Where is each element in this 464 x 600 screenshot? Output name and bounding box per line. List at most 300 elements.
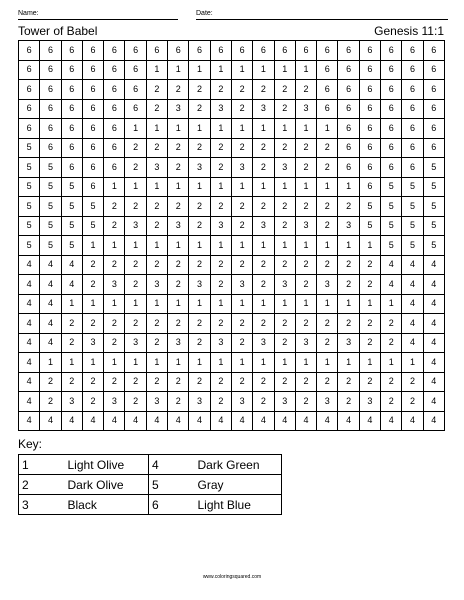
grid-cell[interactable]: 2 — [359, 333, 380, 353]
grid-cell[interactable]: 3 — [359, 392, 380, 412]
grid-cell[interactable]: 2 — [125, 372, 146, 392]
grid-cell[interactable]: 6 — [359, 41, 380, 61]
grid-cell[interactable]: 5 — [19, 197, 40, 217]
grid-cell[interactable]: 2 — [146, 372, 167, 392]
grid-cell[interactable]: 4 — [402, 275, 423, 295]
grid-cell[interactable]: 3 — [295, 216, 316, 236]
grid-cell[interactable]: 2 — [274, 372, 295, 392]
grid-cell[interactable]: 2 — [359, 255, 380, 275]
grid-cell[interactable]: 2 — [125, 197, 146, 217]
grid-cell[interactable]: 1 — [40, 353, 61, 373]
grid-cell[interactable]: 1 — [104, 294, 125, 314]
grid-cell[interactable]: 6 — [359, 80, 380, 100]
grid-cell[interactable]: 6 — [402, 41, 423, 61]
grid-cell[interactable]: 6 — [40, 99, 61, 119]
grid-cell[interactable]: 6 — [125, 80, 146, 100]
grid-cell[interactable]: 1 — [146, 294, 167, 314]
grid-cell[interactable]: 6 — [104, 60, 125, 80]
grid-cell[interactable]: 6 — [104, 138, 125, 158]
grid-cell[interactable]: 3 — [295, 99, 316, 119]
grid-cell[interactable]: 6 — [359, 138, 380, 158]
grid-cell[interactable]: 6 — [423, 119, 444, 139]
grid-cell[interactable]: 3 — [168, 99, 189, 119]
grid-cell[interactable]: 5 — [61, 197, 82, 217]
grid-cell[interactable]: 1 — [125, 119, 146, 139]
grid-cell[interactable]: 6 — [402, 158, 423, 178]
grid-cell[interactable]: 1 — [189, 236, 210, 256]
grid-cell[interactable]: 6 — [19, 60, 40, 80]
grid-cell[interactable]: 2 — [402, 392, 423, 412]
grid-cell[interactable]: 1 — [210, 236, 231, 256]
grid-cell[interactable]: 3 — [168, 333, 189, 353]
grid-cell[interactable]: 1 — [317, 119, 338, 139]
grid-cell[interactable]: 4 — [104, 411, 125, 431]
grid-cell[interactable]: 2 — [104, 372, 125, 392]
grid-cell[interactable]: 6 — [61, 119, 82, 139]
grid-cell[interactable]: 2 — [317, 138, 338, 158]
grid-cell[interactable]: 2 — [317, 333, 338, 353]
grid-cell[interactable]: 1 — [274, 60, 295, 80]
grid-cell[interactable]: 2 — [61, 372, 82, 392]
grid-cell[interactable]: 2 — [189, 197, 210, 217]
grid-cell[interactable]: 2 — [317, 158, 338, 178]
grid-cell[interactable]: 3 — [210, 333, 231, 353]
grid-cell[interactable]: 4 — [381, 255, 402, 275]
grid-cell[interactable]: 2 — [146, 333, 167, 353]
grid-cell[interactable]: 6 — [423, 138, 444, 158]
grid-cell[interactable]: 3 — [189, 158, 210, 178]
grid-cell[interactable]: 5 — [19, 177, 40, 197]
grid-cell[interactable]: 5 — [61, 236, 82, 256]
grid-cell[interactable]: 6 — [317, 41, 338, 61]
grid-cell[interactable]: 5 — [381, 177, 402, 197]
grid-cell[interactable]: 4 — [189, 411, 210, 431]
grid-cell[interactable]: 2 — [146, 314, 167, 334]
grid-cell[interactable]: 3 — [253, 333, 274, 353]
grid-cell[interactable]: 2 — [210, 392, 231, 412]
grid-cell[interactable]: 2 — [104, 216, 125, 236]
grid-cell[interactable]: 3 — [146, 275, 167, 295]
grid-cell[interactable]: 4 — [61, 411, 82, 431]
grid-cell[interactable]: 1 — [168, 60, 189, 80]
grid-cell[interactable]: 3 — [189, 275, 210, 295]
grid-cell[interactable]: 6 — [381, 138, 402, 158]
grid-cell[interactable]: 5 — [19, 158, 40, 178]
grid-cell[interactable]: 1 — [253, 236, 274, 256]
grid-cell[interactable]: 3 — [61, 392, 82, 412]
grid-cell[interactable]: 2 — [82, 372, 103, 392]
grid-cell[interactable]: 3 — [295, 333, 316, 353]
grid-cell[interactable]: 4 — [423, 372, 444, 392]
grid-cell[interactable]: 6 — [125, 99, 146, 119]
grid-cell[interactable]: 6 — [61, 60, 82, 80]
grid-cell[interactable]: 1 — [168, 236, 189, 256]
grid-cell[interactable]: 1 — [231, 353, 252, 373]
grid-cell[interactable]: 2 — [210, 197, 231, 217]
grid-cell[interactable]: 6 — [104, 41, 125, 61]
grid-cell[interactable]: 1 — [210, 60, 231, 80]
name-field[interactable] — [18, 19, 178, 20]
grid-cell[interactable]: 6 — [295, 41, 316, 61]
grid-cell[interactable]: 3 — [125, 216, 146, 236]
grid-cell[interactable]: 1 — [210, 177, 231, 197]
grid-cell[interactable]: 1 — [146, 177, 167, 197]
grid-cell[interactable]: 5 — [40, 216, 61, 236]
grid-cell[interactable]: 2 — [274, 197, 295, 217]
grid-cell[interactable]: 6 — [359, 177, 380, 197]
grid-cell[interactable]: 2 — [168, 372, 189, 392]
grid-cell[interactable]: 5 — [40, 158, 61, 178]
grid-cell[interactable]: 2 — [125, 275, 146, 295]
grid-cell[interactable]: 6 — [381, 41, 402, 61]
grid-cell[interactable]: 6 — [82, 99, 103, 119]
grid-cell[interactable]: 3 — [274, 158, 295, 178]
grid-cell[interactable]: 2 — [274, 80, 295, 100]
grid-cell[interactable]: 4 — [19, 294, 40, 314]
grid-cell[interactable]: 6 — [210, 41, 231, 61]
grid-cell[interactable]: 5 — [423, 216, 444, 236]
grid-cell[interactable]: 5 — [402, 177, 423, 197]
grid-cell[interactable]: 6 — [168, 41, 189, 61]
grid-cell[interactable]: 1 — [317, 294, 338, 314]
grid-cell[interactable]: 2 — [189, 138, 210, 158]
grid-cell[interactable]: 4 — [19, 411, 40, 431]
grid-cell[interactable]: 4 — [210, 411, 231, 431]
grid-cell[interactable]: 2 — [146, 197, 167, 217]
grid-cell[interactable]: 1 — [295, 119, 316, 139]
grid-cell[interactable]: 2 — [231, 333, 252, 353]
grid-cell[interactable]: 6 — [338, 158, 359, 178]
grid-cell[interactable]: 4 — [402, 294, 423, 314]
grid-cell[interactable]: 6 — [82, 60, 103, 80]
grid-cell[interactable]: 4 — [423, 275, 444, 295]
grid-cell[interactable]: 2 — [253, 372, 274, 392]
grid-cell[interactable]: 3 — [317, 275, 338, 295]
grid-cell[interactable]: 1 — [253, 60, 274, 80]
grid-cell[interactable]: 4 — [19, 392, 40, 412]
grid-cell[interactable]: 3 — [317, 392, 338, 412]
grid-cell[interactable]: 6 — [82, 177, 103, 197]
grid-cell[interactable]: 5 — [423, 158, 444, 178]
grid-cell[interactable]: 2 — [381, 333, 402, 353]
grid-cell[interactable]: 5 — [40, 177, 61, 197]
grid-cell[interactable]: 1 — [231, 236, 252, 256]
grid-cell[interactable]: 1 — [295, 236, 316, 256]
grid-cell[interactable]: 6 — [40, 80, 61, 100]
grid-cell[interactable]: 6 — [104, 80, 125, 100]
grid-cell[interactable]: 4 — [423, 314, 444, 334]
grid-cell[interactable]: 1 — [359, 294, 380, 314]
grid-cell[interactable]: 1 — [146, 119, 167, 139]
grid-cell[interactable]: 4 — [40, 314, 61, 334]
grid-cell[interactable]: 2 — [295, 255, 316, 275]
grid-cell[interactable]: 6 — [338, 119, 359, 139]
grid-cell[interactable]: 6 — [125, 60, 146, 80]
grid-cell[interactable]: 1 — [231, 294, 252, 314]
grid-cell[interactable]: 4 — [402, 333, 423, 353]
grid-cell[interactable]: 3 — [231, 158, 252, 178]
grid-cell[interactable]: 5 — [82, 197, 103, 217]
grid-cell[interactable]: 3 — [146, 158, 167, 178]
grid-cell[interactable]: 2 — [274, 255, 295, 275]
grid-cell[interactable]: 2 — [338, 255, 359, 275]
grid-cell[interactable]: 5 — [423, 236, 444, 256]
grid-cell[interactable]: 2 — [231, 216, 252, 236]
grid-cell[interactable]: 5 — [61, 177, 82, 197]
grid-cell[interactable]: 6 — [19, 41, 40, 61]
grid-cell[interactable]: 6 — [61, 138, 82, 158]
grid-cell[interactable]: 1 — [189, 119, 210, 139]
grid-cell[interactable]: 1 — [295, 294, 316, 314]
grid-cell[interactable]: 6 — [402, 138, 423, 158]
grid-cell[interactable]: 4 — [40, 275, 61, 295]
grid-cell[interactable]: 1 — [125, 177, 146, 197]
grid-cell[interactable]: 4 — [61, 275, 82, 295]
grid-cell[interactable]: 1 — [82, 353, 103, 373]
grid-cell[interactable]: 6 — [61, 41, 82, 61]
grid-cell[interactable]: 2 — [125, 138, 146, 158]
grid-cell[interactable]: 4 — [231, 411, 252, 431]
grid-cell[interactable]: 2 — [189, 314, 210, 334]
grid-cell[interactable]: 2 — [168, 138, 189, 158]
grid-cell[interactable]: 2 — [231, 255, 252, 275]
grid-cell[interactable]: 6 — [125, 41, 146, 61]
grid-cell[interactable]: 1 — [168, 353, 189, 373]
grid-cell[interactable]: 1 — [359, 236, 380, 256]
grid-cell[interactable]: 3 — [210, 99, 231, 119]
grid-cell[interactable]: 6 — [338, 99, 359, 119]
grid-cell[interactable]: 2 — [295, 80, 316, 100]
grid-cell[interactable]: 6 — [381, 158, 402, 178]
grid-cell[interactable]: 2 — [295, 275, 316, 295]
grid-cell[interactable]: 2 — [210, 138, 231, 158]
grid-cell[interactable]: 1 — [61, 294, 82, 314]
grid-cell[interactable]: 4 — [82, 411, 103, 431]
grid-cell[interactable]: 2 — [274, 216, 295, 236]
grid-cell[interactable]: 1 — [189, 353, 210, 373]
grid-cell[interactable]: 2 — [146, 216, 167, 236]
grid-cell[interactable]: 6 — [189, 41, 210, 61]
grid-cell[interactable]: 2 — [168, 255, 189, 275]
grid-cell[interactable]: 4 — [295, 411, 316, 431]
grid-cell[interactable]: 2 — [231, 138, 252, 158]
grid-cell[interactable]: 5 — [19, 216, 40, 236]
grid-cell[interactable]: 1 — [61, 353, 82, 373]
grid-cell[interactable]: 2 — [295, 314, 316, 334]
grid-cell[interactable]: 1 — [104, 177, 125, 197]
grid-cell[interactable]: 4 — [381, 275, 402, 295]
grid-cell[interactable]: 4 — [40, 255, 61, 275]
grid-cell[interactable]: 5 — [402, 216, 423, 236]
grid-cell[interactable]: 2 — [146, 80, 167, 100]
grid-cell[interactable]: 2 — [231, 80, 252, 100]
grid-cell[interactable]: 2 — [168, 392, 189, 412]
grid-cell[interactable]: 6 — [82, 158, 103, 178]
grid-cell[interactable]: 3 — [338, 216, 359, 236]
grid-cell[interactable]: 6 — [381, 119, 402, 139]
grid-cell[interactable]: 1 — [317, 177, 338, 197]
grid-cell[interactable]: 4 — [274, 411, 295, 431]
grid-cell[interactable]: 2 — [125, 392, 146, 412]
grid-cell[interactable]: 1 — [274, 294, 295, 314]
grid-cell[interactable]: 4 — [19, 255, 40, 275]
grid-cell[interactable]: 3 — [231, 275, 252, 295]
grid-cell[interactable]: 6 — [381, 99, 402, 119]
grid-cell[interactable]: 2 — [381, 372, 402, 392]
grid-cell[interactable]: 1 — [189, 294, 210, 314]
grid-cell[interactable]: 2 — [231, 99, 252, 119]
grid-cell[interactable]: 2 — [317, 372, 338, 392]
grid-cell[interactable]: 1 — [295, 353, 316, 373]
grid-cell[interactable]: 1 — [231, 119, 252, 139]
grid-cell[interactable]: 1 — [189, 60, 210, 80]
grid-cell[interactable]: 3 — [253, 216, 274, 236]
grid-cell[interactable]: 2 — [210, 372, 231, 392]
grid-cell[interactable]: 6 — [61, 99, 82, 119]
grid-cell[interactable]: 5 — [402, 197, 423, 217]
grid-cell[interactable]: 2 — [338, 197, 359, 217]
grid-cell[interactable]: 2 — [295, 197, 316, 217]
grid-cell[interactable]: 6 — [338, 41, 359, 61]
grid-cell[interactable]: 6 — [381, 80, 402, 100]
grid-cell[interactable]: 1 — [210, 119, 231, 139]
grid-cell[interactable]: 2 — [317, 314, 338, 334]
grid-cell[interactable]: 1 — [253, 119, 274, 139]
grid-cell[interactable]: 4 — [40, 294, 61, 314]
grid-cell[interactable]: 2 — [168, 314, 189, 334]
grid-cell[interactable]: 3 — [338, 333, 359, 353]
grid-cell[interactable]: 2 — [210, 158, 231, 178]
grid-cell[interactable]: 1 — [125, 294, 146, 314]
grid-cell[interactable]: 6 — [338, 60, 359, 80]
grid-cell[interactable]: 6 — [317, 80, 338, 100]
grid-cell[interactable]: 1 — [381, 294, 402, 314]
grid-cell[interactable]: 1 — [125, 353, 146, 373]
grid-cell[interactable]: 2 — [210, 80, 231, 100]
grid-cell[interactable]: 5 — [61, 216, 82, 236]
grid-cell[interactable]: 6 — [82, 80, 103, 100]
grid-cell[interactable]: 2 — [210, 255, 231, 275]
grid-cell[interactable]: 1 — [253, 177, 274, 197]
grid-cell[interactable]: 2 — [295, 372, 316, 392]
grid-cell[interactable]: 3 — [210, 216, 231, 236]
grid-cell[interactable]: 1 — [317, 236, 338, 256]
grid-cell[interactable]: 2 — [338, 314, 359, 334]
grid-cell[interactable]: 3 — [274, 392, 295, 412]
grid-cell[interactable]: 1 — [295, 177, 316, 197]
grid-cell[interactable]: 1 — [253, 294, 274, 314]
grid-cell[interactable]: 6 — [402, 80, 423, 100]
grid-cell[interactable]: 2 — [168, 158, 189, 178]
grid-cell[interactable]: 6 — [40, 41, 61, 61]
grid-cell[interactable]: 1 — [381, 353, 402, 373]
grid-cell[interactable]: 2 — [231, 372, 252, 392]
grid-cell[interactable]: 6 — [40, 138, 61, 158]
grid-cell[interactable]: 2 — [82, 314, 103, 334]
grid-cell[interactable]: 4 — [423, 353, 444, 373]
grid-cell[interactable]: 2 — [253, 80, 274, 100]
grid-cell[interactable]: 4 — [19, 353, 40, 373]
grid-cell[interactable]: 4 — [61, 255, 82, 275]
grid-cell[interactable]: 5 — [19, 138, 40, 158]
grid-cell[interactable]: 1 — [168, 119, 189, 139]
grid-cell[interactable]: 3 — [274, 275, 295, 295]
grid-cell[interactable]: 3 — [253, 99, 274, 119]
grid-cell[interactable]: 2 — [381, 392, 402, 412]
grid-cell[interactable]: 6 — [402, 60, 423, 80]
grid-cell[interactable]: 2 — [146, 99, 167, 119]
grid-cell[interactable]: 2 — [338, 275, 359, 295]
grid-cell[interactable]: 2 — [253, 138, 274, 158]
grid-cell[interactable]: 2 — [189, 255, 210, 275]
grid-cell[interactable]: 2 — [253, 197, 274, 217]
grid-cell[interactable]: 6 — [61, 158, 82, 178]
date-field[interactable] — [196, 19, 448, 20]
grid-cell[interactable]: 5 — [19, 236, 40, 256]
grid-cell[interactable]: 1 — [338, 294, 359, 314]
grid-cell[interactable]: 6 — [61, 80, 82, 100]
grid-cell[interactable]: 3 — [146, 392, 167, 412]
grid-cell[interactable]: 6 — [423, 80, 444, 100]
grid-cell[interactable]: 2 — [338, 392, 359, 412]
grid-cell[interactable]: 2 — [295, 158, 316, 178]
grid-cell[interactable]: 2 — [317, 197, 338, 217]
grid-cell[interactable]: 2 — [104, 197, 125, 217]
grid-cell[interactable]: 4 — [146, 411, 167, 431]
grid-cell[interactable]: 6 — [40, 60, 61, 80]
grid-cell[interactable]: 4 — [423, 411, 444, 431]
grid-cell[interactable]: 3 — [231, 392, 252, 412]
grid-cell[interactable]: 2 — [189, 99, 210, 119]
grid-cell[interactable]: 4 — [402, 255, 423, 275]
grid-cell[interactable]: 6 — [402, 99, 423, 119]
grid-cell[interactable]: 2 — [40, 372, 61, 392]
grid-cell[interactable]: 2 — [231, 314, 252, 334]
grid-cell[interactable]: 2 — [231, 197, 252, 217]
grid-cell[interactable]: 2 — [82, 255, 103, 275]
grid-cell[interactable]: 2 — [253, 392, 274, 412]
grid-cell[interactable]: 2 — [125, 314, 146, 334]
grid-cell[interactable]: 6 — [359, 119, 380, 139]
grid-cell[interactable]: 6 — [423, 60, 444, 80]
grid-cell[interactable]: 2 — [402, 372, 423, 392]
grid-cell[interactable]: 2 — [359, 275, 380, 295]
grid-cell[interactable]: 6 — [104, 158, 125, 178]
grid-cell[interactable]: 5 — [40, 236, 61, 256]
grid-cell[interactable]: 2 — [61, 314, 82, 334]
grid-cell[interactable]: 1 — [338, 353, 359, 373]
grid-cell[interactable]: 2 — [359, 314, 380, 334]
grid-cell[interactable]: 2 — [317, 255, 338, 275]
grid-cell[interactable]: 5 — [82, 216, 103, 236]
grid-cell[interactable]: 1 — [146, 60, 167, 80]
grid-cell[interactable]: 2 — [210, 275, 231, 295]
grid-cell[interactable]: 4 — [168, 411, 189, 431]
grid-cell[interactable]: 3 — [104, 392, 125, 412]
grid-cell[interactable]: 6 — [19, 80, 40, 100]
grid-cell[interactable]: 6 — [338, 80, 359, 100]
grid-cell[interactable]: 6 — [146, 41, 167, 61]
grid-cell[interactable]: 1 — [82, 294, 103, 314]
grid-cell[interactable]: 4 — [19, 372, 40, 392]
grid-cell[interactable]: 2 — [338, 372, 359, 392]
grid-cell[interactable]: 1 — [210, 294, 231, 314]
grid-cell[interactable]: 1 — [146, 353, 167, 373]
grid-cell[interactable]: 1 — [104, 236, 125, 256]
grid-cell[interactable]: 2 — [82, 275, 103, 295]
grid-cell[interactable]: 6 — [402, 119, 423, 139]
grid-cell[interactable]: 2 — [189, 216, 210, 236]
